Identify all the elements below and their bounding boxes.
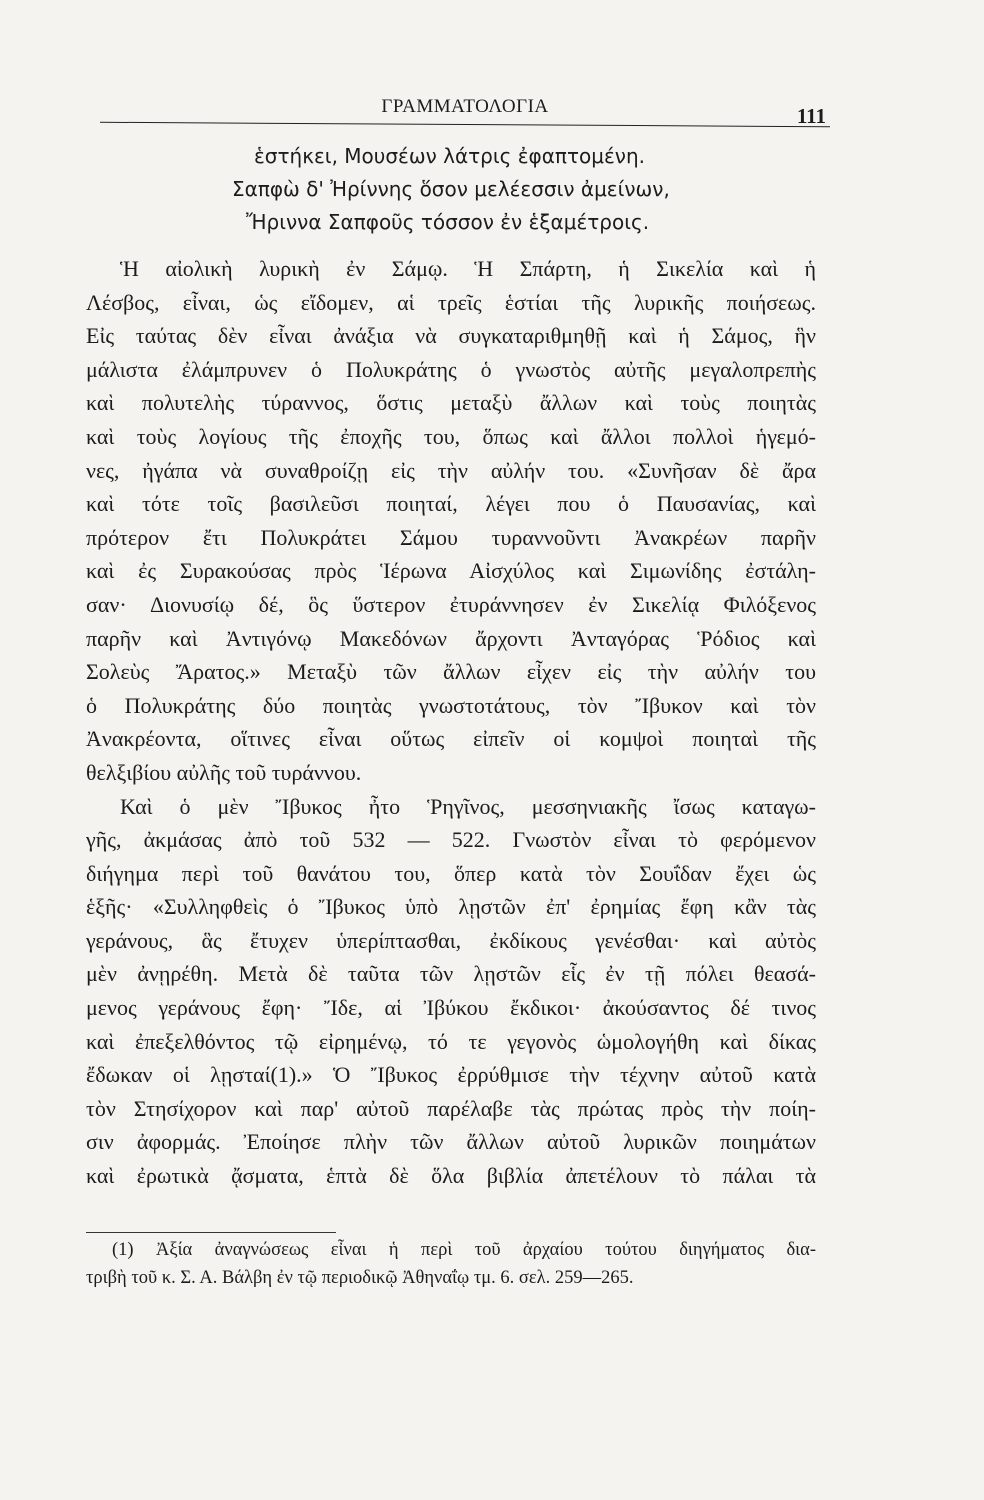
paragraph-line: σαν· Διονυσίῳ δέ, ὃς ὕστερον ἐτυράννησεν ἐν Σικελίᾳ Φιλόξενος [86,591,816,617]
paragraph-line: θελξιβίου αὐλῆς τοῦ τυράννου. [86,759,362,785]
body-text [86,252,816,1193]
paragraph-line: καὶ ἐς Συρακούσας πρὸς Ἱέρωνα Αἰσχύλος καὶ Σιμωνίδης ἐστάλη- [86,558,816,584]
paragraph-line: καὶ ἐρωτικὰ ᾄσματα, ἑπτὰ δὲ ὅλα βιβλία ἀπετέλουν τὸ πάλαι τὰ [86,1163,816,1189]
paragraph-line: καὶ τότε τοῖς βασιλεῦσι ποιηταί, λέγει που ὁ Παυσανίας, καὶ [86,491,816,517]
paragraph-line: καὶ πολυτελὴς τύραννος, ὅστις μεταξὺ ἄλλων καὶ τοὺς ποιητὰς [86,390,816,416]
paragraph-line: καὶ ἐπεξελθόντος τῷ εἰρημένῳ, τό τε γεγονὸς ὡμολογήθη καὶ δίκας [86,1028,816,1054]
paragraph-line: ἑξῆς· «Συλληφθεὶς ὁ Ἴβυκος ὑπὸ λῃστῶν ἐπ' ἐρημίας ἔφη κἂν τὰς [86,894,816,920]
footnote-line: τριβὴ τοῦ κ. Σ. Α. Βάλβη ἐν τῷ περιοδικῷ Ἀθηναΐῳ τμ. 6. σελ. 259—265. [86,1268,634,1288]
paragraph-line: παρῆν καὶ Ἀντιγόνῳ Μακεδόνων ἄρχοντι Ἀνταγόρας Ῥόδιος καὶ [86,625,816,651]
running-head [100,94,830,128]
paragraph-line: Λέσβος, εἶναι, ὡς εἴδομεν, αἱ τρεῖς ἑστίαι τῆς λυρικῆς ποιήσεως. [86,289,816,315]
paragraph-line: ἔδωκαν οἱ λῃσταί(1).» Ὁ Ἴβυκος ἐρρύθμισε τὴν τέχνην αὐτοῦ κατὰ [86,1062,816,1088]
paragraph-line: Ἡ αἰολικὴ λυρικὴ ἐν Σάμῳ. Ἡ Σπάρτη, ἡ Σικελία καὶ ἡ [120,256,816,281]
paragraph-line: γῆς, ἀκμάσας ἀπὸ τοῦ 532 — 522. Γνωστὸν εἶναι τὸ φερόμενον [86,827,816,853]
verse-line: Ἤριννα Σαπφοῦς τόσσον ἐν ἑξαμέτροις. [246,210,650,234]
footnote-line: (1) Ἀξία ἀναγνώσεως εἶναι ἡ περὶ τοῦ ἀρχαίου τούτου διηγήματος δια- [112,1240,816,1260]
verse-line: ἑστήκει, Μουσέων λάτρις ἐφαπτομένη. [254,144,645,168]
paragraph-line: Καὶ ὁ μὲν Ἴβυκος ἦτο Ῥηγῖνος, μεσσηνιακῆς ἴσως καταγω- [120,793,816,819]
paragraph-line: Σολεὺς Ἄρατος.» Μεταξὺ τῶν ἄλλων εἶχεν εἰς τὴν αὐλήν του [86,659,816,685]
page-number: 111 [796,104,826,128]
paragraph-line: Εἰς ταύτας δὲν εἶναι ἀνάξια νὰ συγκαταριθμηθῇ καὶ ἡ Σάμος, ἣν [86,323,816,349]
paragraph-line: μὲν ἀνῃρέθη. Μετὰ δὲ ταῦτα τῶν λῃστῶν εἷς ἐν τῇ πόλει θεασά- [86,961,816,987]
paragraph-line: νες, ἠγάπα νὰ συναθροίζῃ εἰς τὴν αὐλήν του. «Συνῆσαν δὲ ἄρα [86,457,816,483]
header-rule [100,122,830,127]
paragraph-line: διήγημα περὶ τοῦ θανάτου του, ὅπερ κατὰ τὸν Σουΐδαν ἔχει ὡς [86,860,816,886]
paragraph-line: μενος γεράνους ἔφη· Ἴδε, αἱ Ἰβύκου ἔκδικοι· ἀκούσαντος δέ τινος [86,995,816,1021]
footnote-rule [86,1232,336,1233]
running-title: ΓΡΑΜΜΑΤΟΛΟΓΙΑ [381,96,549,117]
paragraph-line: ὁ Πολυκράτης δύο ποιητὰς γνωστοτάτους, τὸν Ἴβυκον καὶ τὸν [86,692,816,718]
paragraph-line: γεράνους, ἃς ἔτυχεν ὑπερίπτασθαι, ἐκδίκους γενέσθαι· καὶ αὐτὸς [86,927,816,953]
footnote [86,1236,816,1292]
paragraph-line: τὸν Στησίχορον καὶ παρ' αὐτοῦ παρέλαβε τὰς πρώτας πρὸς τὴν ποίη- [86,1095,816,1121]
paragraph-line: σιν ἀφορμάς. Ἐποίησε πλὴν τῶν ἄλλων αὐτοῦ λυρικῶν ποιημάτων [86,1129,816,1155]
paragraph-line: καὶ τοὺς λογίους τῆς ἐποχῆς του, ὅπως καὶ ἄλλοι πολλοὶ ἡγεμό- [86,423,816,449]
paragraph-line: μάλιστα ἐλάμπρυνεν ὁ Πολυκράτης ὁ γνωστὸς αὐτῆς μεγαλοπρεπὴς [86,356,816,382]
paragraph-line: Ἀνακρέοντα, οἵτινες εἶναι οὕτως εἰπεῖν οἱ κομψοὶ ποιηταὶ τῆς [86,726,816,752]
epigram-verse [86,140,816,239]
paragraph-line: πρότερον ἔτι Πολυκράτει Σάμου τυραννοῦντι Ἀνακρέων παρῆν [86,524,816,550]
verse-line: Σαπφὼ δ' Ἠρίννης ὅσον μελέεσσιν ἀμείνων, [232,177,670,201]
